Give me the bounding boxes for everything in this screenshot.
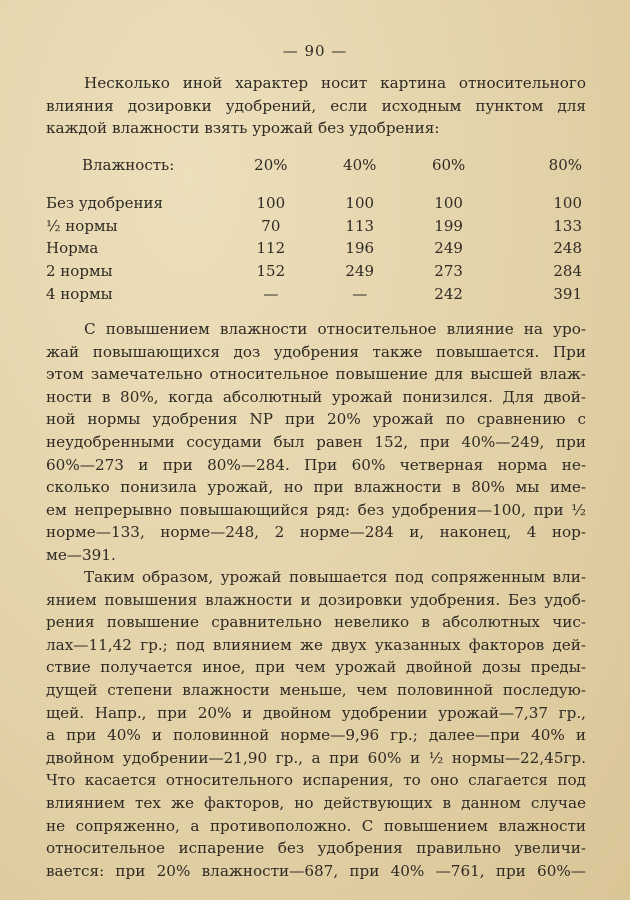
text-line: влиянием тех же факторов, но действующих в данном случае	[46, 793, 586, 812]
table-cell: 199	[434, 216, 463, 235]
text-line: лах—11,42 гр.; под влиянием же двух указанных факторов дей-	[46, 635, 586, 654]
row-label: Без удобрения	[46, 194, 163, 213]
text-line: влияния дозировки удобрений, если исходным пунктом для	[46, 96, 586, 115]
table-cell: 391	[553, 284, 582, 303]
table-cell: —	[263, 284, 279, 303]
text-line: относительное испарение без удобрения правильно увеличи-	[46, 839, 586, 858]
table-cell: 196	[345, 239, 375, 258]
table-cell: 248	[553, 239, 582, 258]
text-line: не сопряженно, а противоположно. С повышением влажности	[46, 816, 586, 835]
table-cell: 100	[256, 194, 286, 213]
table-cell: 152	[256, 262, 286, 281]
row-label: 2 нормы	[46, 262, 113, 281]
column-header: 40%	[343, 156, 377, 174]
text-line: вается: при 20% влажности—687, при 40% —761, при 60%—	[46, 861, 586, 880]
column-header: 80%	[548, 156, 582, 174]
text-line: дущей степени влажности меньше, чем половинной последую-	[46, 680, 586, 699]
row-label: Норма	[46, 239, 99, 258]
table-cell: 100	[434, 194, 463, 213]
table-cell: 133	[553, 216, 582, 235]
text-line: щей. Напр., при 20% и двойном удобрении урожай—7,37 гр.,	[46, 703, 586, 722]
table-cell: 113	[345, 216, 375, 235]
table-cell: 100	[553, 194, 582, 213]
text-line: ности в 80%, когда абсолютный урожай понизился. Для двой-	[46, 387, 586, 406]
table-cell: 112	[256, 239, 286, 258]
row-label: 4 нормы	[46, 284, 113, 303]
table-cell: 242	[434, 284, 463, 303]
text-line: рения повышение сравнительно невелико в абсолютных чис-	[46, 613, 586, 632]
table-cell: 284	[553, 262, 582, 281]
text-line: двойном удобрении—21,90 гр., а при 60% и ½ нормы—22,45гр.	[46, 748, 586, 767]
table-row	[46, 260, 586, 283]
table-header-label: Влажность:	[82, 156, 175, 174]
text-line: сколько понизила урожай, но при влажности в 80% мы име-	[46, 478, 586, 497]
text-line: ме—391.	[46, 545, 116, 564]
text-line: каждой влажности взять урожай без удобрения:	[46, 119, 440, 138]
intro-paragraph	[46, 72, 586, 140]
text-line: а при 40% и половинной норме—9,96 гр.; далее—при 40% и	[46, 726, 586, 745]
text-line: Таким образом, урожай повышается под сопряженным вли-	[84, 568, 586, 586]
table-cell: 249	[434, 239, 463, 258]
table-row	[46, 237, 586, 260]
paragraph-humidity-effect	[46, 318, 586, 567]
table-cell: 70	[261, 216, 281, 235]
table-header-row	[46, 156, 586, 192]
table-row	[46, 215, 586, 238]
table-cell: —	[352, 284, 368, 303]
text-line: 60%—273 и при 80%—284. При 60% четверная норма не-	[46, 455, 586, 474]
page-number: — 90 —	[282, 42, 348, 60]
text-line: этом замечательно относительное повышение для высшей влаж-	[46, 365, 586, 384]
column-header: 20%	[254, 156, 288, 174]
text-line: неудобренными сосудами был равен 152, при 40%—249, при	[46, 432, 586, 451]
text-line: жай повышающихся доз удобрения также повышается. При	[46, 342, 586, 361]
text-line: ствие получается иное, при чем урожай двойной дозы преды-	[46, 658, 586, 677]
table-row	[46, 282, 586, 305]
table-cell: 100	[345, 194, 375, 213]
table-row	[46, 192, 586, 215]
text-line: янием повышения влажности и дозировки удобрения. Без удоб-	[46, 590, 586, 609]
text-line: ной нормы удобрения NP при 20% урожай по сравнению с	[46, 410, 586, 429]
text-line: ем непрерывно повышающийся ряд: без удобрения—100, при ½	[46, 500, 586, 519]
text-line: Что касается относительного испарения, то оно слагается под	[46, 771, 586, 790]
table-cell: 249	[345, 262, 375, 281]
table-cell: 273	[434, 262, 463, 281]
row-label: ½ нормы	[46, 216, 118, 235]
column-header: 60%	[431, 156, 466, 174]
text-line: норме—133, норме—248, 2 норме—284 и, наконец, 4 нор-	[46, 523, 586, 542]
fertilizer-humidity-table	[46, 156, 586, 305]
paragraph-conjugate-influence	[46, 566, 586, 882]
text-line: С повышением влажности относительное влияние на уро-	[84, 320, 586, 338]
text-line: Несколько иной характер носит картина относительного	[84, 74, 586, 92]
